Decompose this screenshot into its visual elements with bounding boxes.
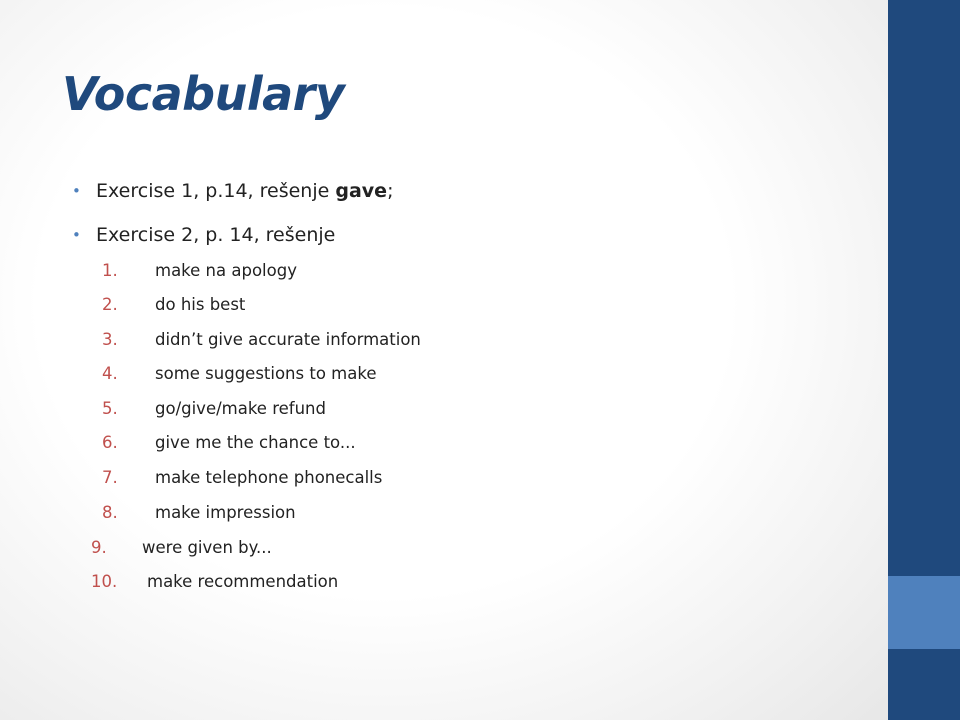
list-item-text: didn’t give accurate information	[155, 330, 421, 349]
list-item-number: 6.	[102, 433, 118, 452]
list-item-text: do his best	[155, 295, 246, 314]
list-item-number: 5.	[102, 399, 118, 418]
slide-title: Vocabulary	[62, 67, 345, 121]
list-item-text: some suggestions to make	[155, 364, 377, 383]
bullet-dot-icon: •	[72, 226, 81, 244]
list-item-text: make impression	[155, 503, 296, 522]
list-item-number: 10.	[91, 572, 118, 591]
bullet-text-lead: Exercise 1, p.14, rešenje	[96, 180, 336, 202]
list-item-number: 2.	[102, 295, 118, 314]
bullet-text: Exercise 2, p. 14, rešenje	[96, 224, 336, 246]
list-item-text: make na apology	[155, 261, 297, 280]
accent-bar-top	[888, 0, 960, 576]
list-item-number: 8.	[102, 503, 118, 522]
bullet-dot-icon: •	[72, 182, 81, 200]
list-item-text: were given by...	[142, 538, 272, 557]
list-item-text: make telephone phonecalls	[155, 468, 383, 487]
list-item-number: 7.	[102, 468, 118, 487]
bullet-text-tail: ;	[387, 180, 394, 202]
list-item-number: 3.	[102, 330, 118, 349]
accent-bar-bottom	[888, 649, 960, 720]
list-item-text: give me the chance to...	[155, 433, 356, 452]
list-item-number: 4.	[102, 364, 118, 383]
list-item-text: go/give/make refund	[155, 399, 326, 418]
list-item-number: 1.	[102, 261, 118, 280]
bullet-answer: gave	[335, 180, 388, 202]
accent-bar-middle	[888, 576, 960, 649]
bullet-text	[96, 176, 393, 206]
list-item-number: 9.	[91, 538, 107, 557]
list-item-text: make recommendation	[147, 572, 339, 591]
